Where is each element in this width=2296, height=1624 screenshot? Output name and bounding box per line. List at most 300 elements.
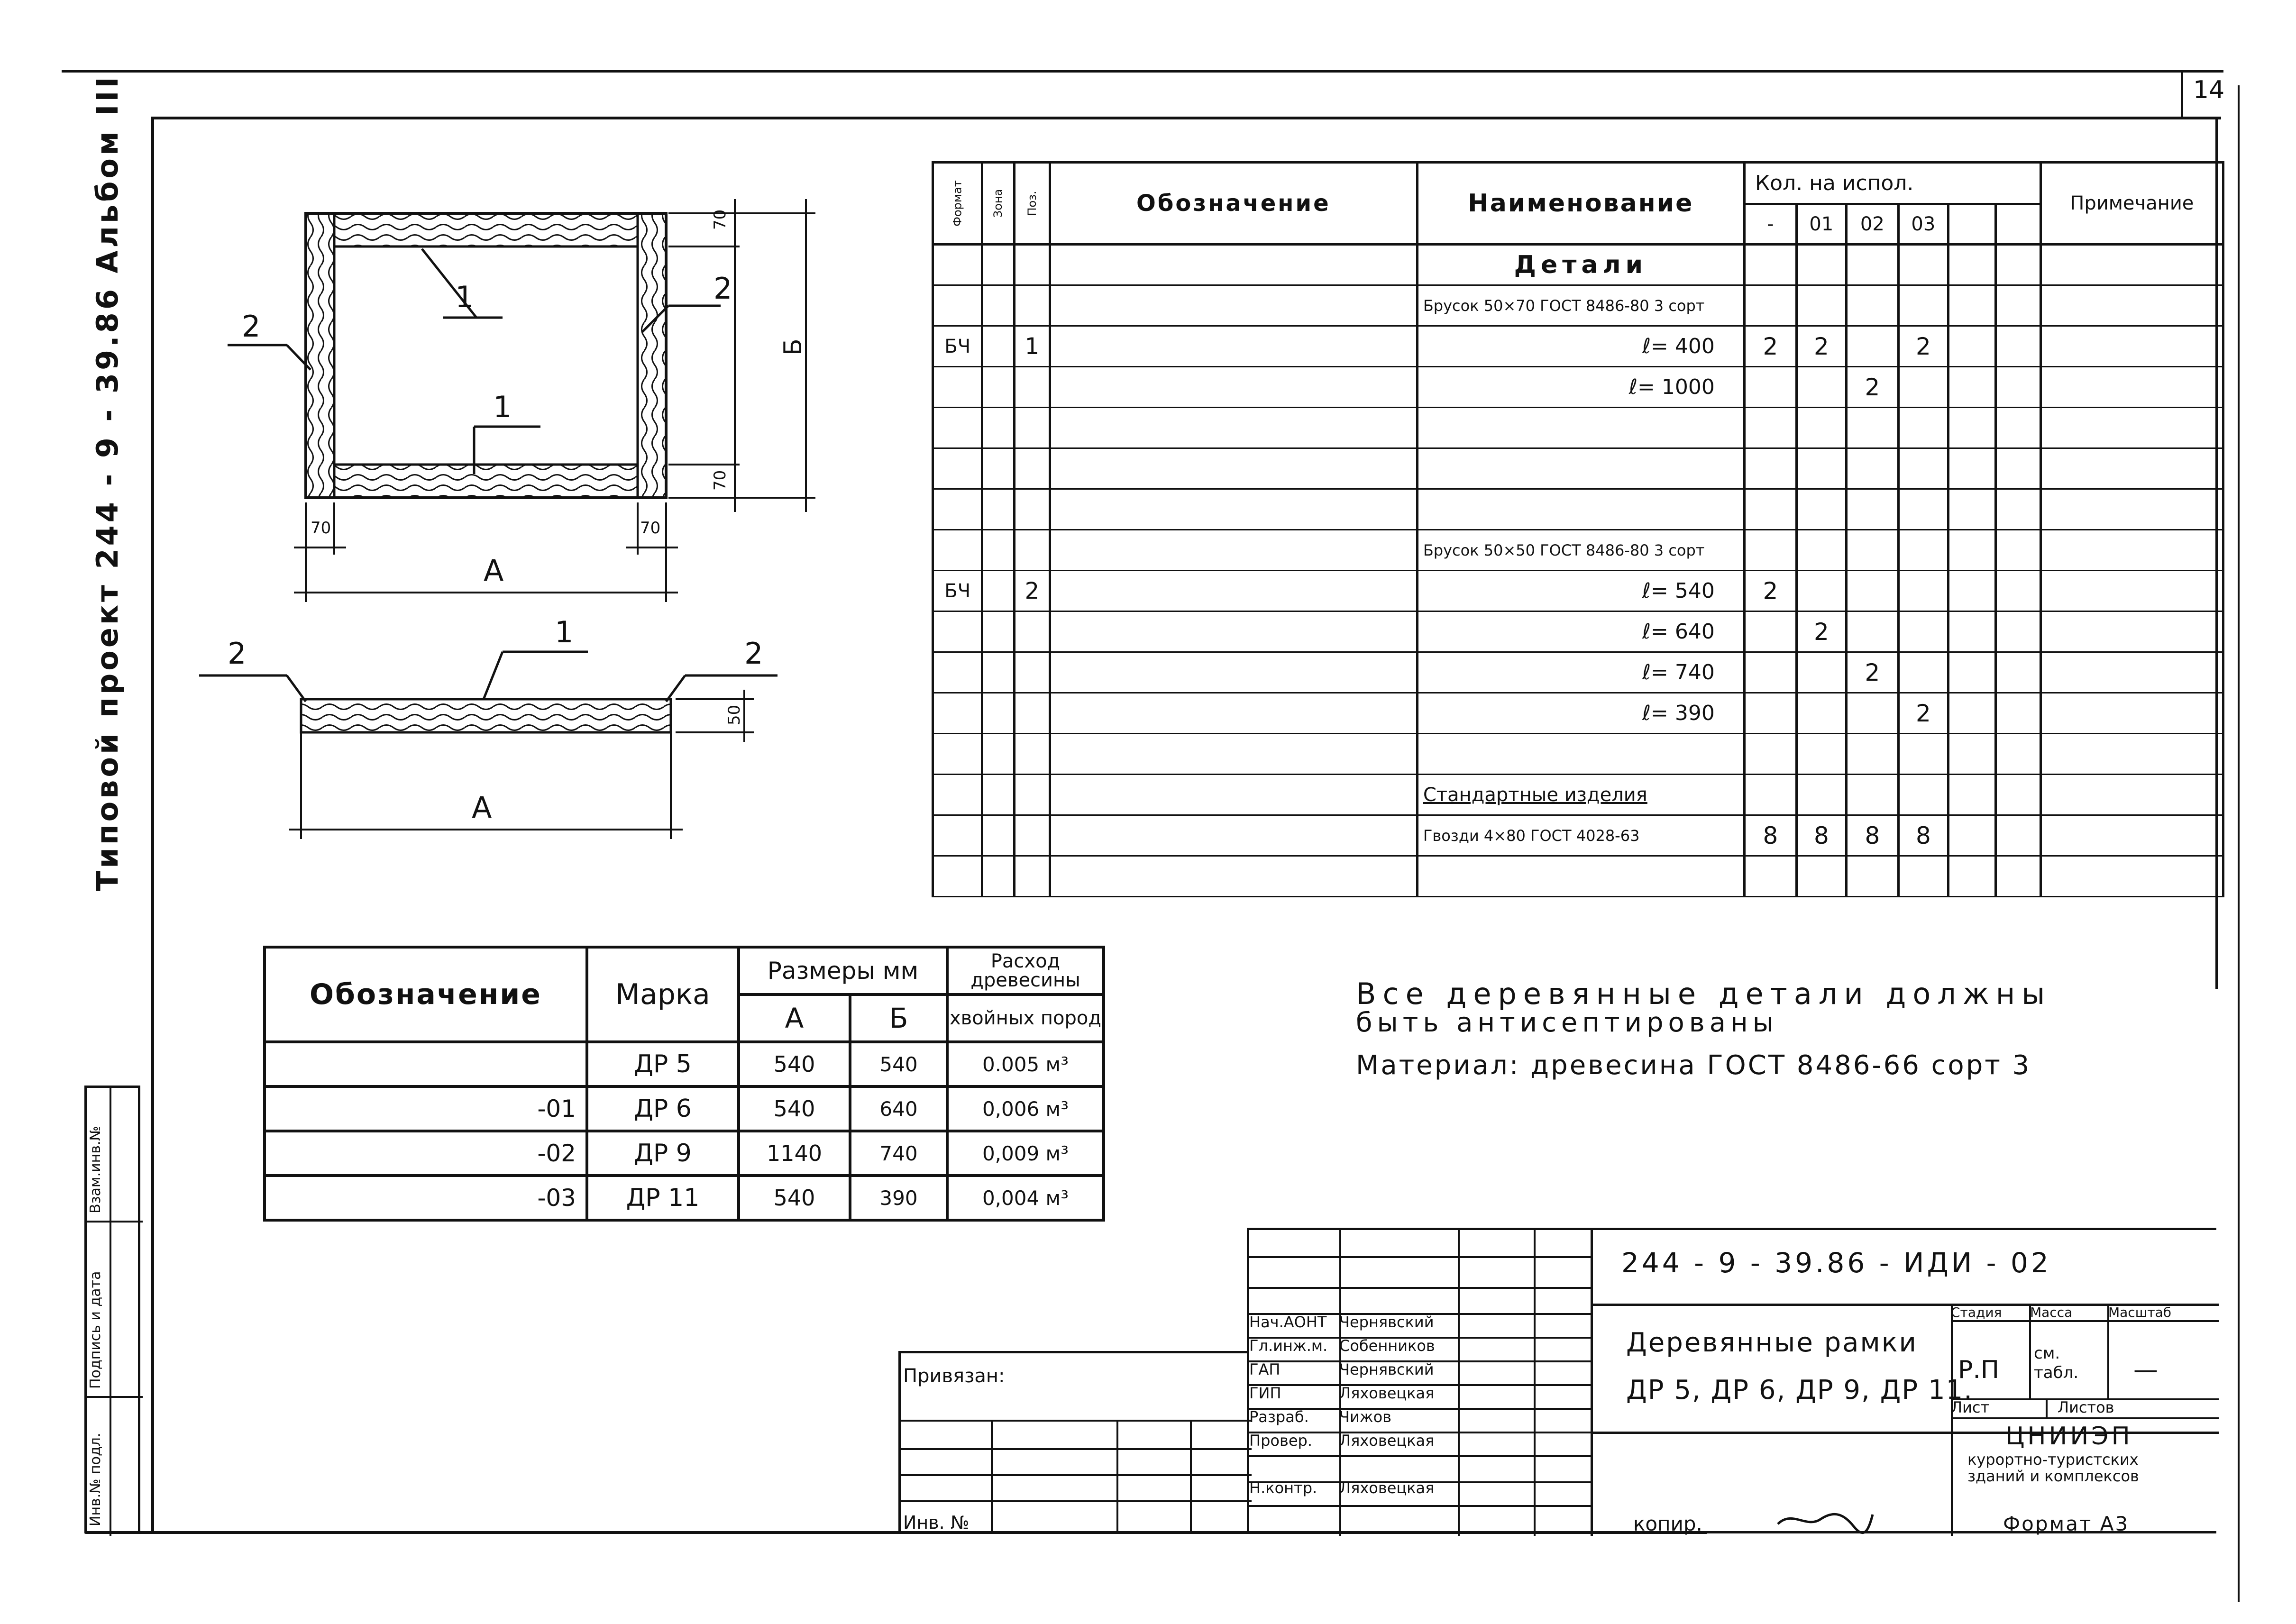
spec-cell-empty [1050, 285, 1417, 326]
spec-cell-empty [1995, 245, 2040, 285]
spec-cell-format: БЧ [933, 326, 982, 367]
spec-cell-empty [982, 815, 1014, 856]
spec-cell-empty [1948, 408, 1995, 448]
spec-cell-qty [1846, 734, 1898, 775]
spec-cell-empty [982, 611, 1014, 652]
spec-cell-empty [1050, 775, 1417, 815]
spec-cell-qty [1796, 734, 1846, 775]
privyazan-label: Привязан: [903, 1365, 1005, 1387]
spec-cell-empty [2040, 815, 2223, 856]
spec-row [933, 285, 2223, 326]
spec-cell-empty [1050, 245, 1417, 285]
spec-cell-empty [982, 530, 1014, 571]
spec-cell-format [933, 245, 982, 285]
marks-cell-consumption: 0.005 м³ [947, 1042, 1104, 1086]
spec-cell-empty [2040, 693, 2223, 734]
spec-cell-qty [1744, 611, 1796, 652]
role-title: Гл.инж.м. [1249, 1337, 1328, 1355]
spec-cell-empty [2040, 530, 2223, 571]
spec-cell-empty [2040, 489, 2223, 530]
spec-cell-qty: 2 [1796, 326, 1846, 367]
role-title: Разраб. [1249, 1408, 1309, 1426]
spec-row [933, 245, 2223, 285]
spec-cell-empty [982, 408, 1014, 448]
exec-header-empty [1948, 204, 1995, 245]
spec-cell-empty [2040, 448, 2223, 489]
exec-header: 03 [1898, 204, 1948, 245]
spec-cell-qty [1744, 367, 1796, 408]
spec-cell-name: ℓ= 640 [1417, 611, 1744, 652]
spec-cell-format [933, 775, 982, 815]
frame-top-bar [334, 213, 638, 246]
spec-cell-qty [1744, 775, 1796, 815]
spec-cell-name [1417, 489, 1744, 530]
org-sub-2: зданий и комплексов [1967, 1467, 2139, 1485]
exec-header-empty [1995, 204, 2040, 245]
spec-cell-empty [1050, 367, 1417, 408]
dim-70-top: 70 [711, 209, 730, 230]
sheet-number-box-left [2181, 71, 2183, 119]
role-name: Чернявский [1339, 1313, 1434, 1331]
spec-cell-qty [1898, 285, 1948, 326]
exec-header: 02 [1846, 204, 1898, 245]
note-line-2: быть антисептированы [1356, 1007, 1778, 1038]
spec-cell-empty [1995, 815, 2040, 856]
spec-cell-qty [1796, 489, 1846, 530]
spec-cell-empty [2040, 326, 2223, 367]
marks-row [265, 1176, 1104, 1220]
marks-cell-mark: ДР 5 [587, 1042, 739, 1086]
format-label: Формат А3 [2003, 1512, 2130, 1535]
marks-row [265, 1086, 1104, 1131]
spec-cell-empty [2040, 734, 2223, 775]
spec-cell-name [1417, 856, 1744, 897]
role-name: Чернявский [1339, 1360, 1434, 1378]
spec-cell-qty [1744, 652, 1796, 693]
col-zone-header: Зона [991, 189, 1005, 218]
spec-cell-name: Стандартные изделия [1417, 775, 1744, 815]
spec-cell-empty [1995, 693, 2040, 734]
marks-cell-a: 540 [739, 1042, 850, 1086]
stage-header: Стадия [1951, 1305, 2002, 1320]
label-2-left: 2 [242, 309, 261, 344]
doc-code: 244 - 9 - 39.86 - ИДИ - 02 [1621, 1247, 2051, 1279]
frame-bottom-bar [334, 465, 638, 498]
label-2-side-right: 2 [744, 636, 763, 671]
spec-cell-qty [1796, 856, 1846, 897]
spec-cell-qty [1846, 693, 1898, 734]
spec-cell-empty [1995, 326, 2040, 367]
label-1-bottom: 1 [493, 390, 512, 424]
marks-col-sizes: Размеры мм [739, 947, 947, 994]
spec-cell-pos [1014, 734, 1050, 775]
spec-cell-name: Брусок 50×70 ГОСТ 8486-80 3 сорт [1417, 285, 1744, 326]
spec-table [932, 161, 2224, 897]
spec-cell-empty [982, 775, 1014, 815]
spec-cell-empty [982, 245, 1014, 285]
spec-cell-qty: 2 [1846, 367, 1898, 408]
spec-cell-name: ℓ= 1000 [1417, 367, 1744, 408]
kopir-label: копир. [1633, 1512, 1702, 1535]
spec-cell-empty [2040, 367, 2223, 408]
spec-cell-qty [1846, 530, 1898, 571]
col-designation-header: Обозначение [1050, 163, 1417, 245]
spec-cell-pos: 1 [1014, 326, 1050, 367]
spec-row [933, 489, 2223, 530]
marks-table [263, 946, 1105, 1222]
spec-cell-qty: 8 [1846, 815, 1898, 856]
spec-cell-empty [1948, 734, 1995, 775]
spec-cell-empty [1050, 734, 1417, 775]
org-name: ЦНИИЭП [2005, 1422, 2133, 1451]
spec-row [933, 611, 2223, 652]
dim-a-side: А [472, 790, 492, 825]
sheet-number: 14 [2193, 76, 2225, 104]
marks-cell-designation: -02 [265, 1131, 587, 1176]
dim-a-top: А [484, 553, 504, 588]
spec-cell-empty [1948, 815, 1995, 856]
scale-header: Масштаб [2108, 1305, 2172, 1320]
spec-cell-qty [1898, 530, 1948, 571]
inv-podl-label: Инв.№ подл. [87, 1432, 104, 1526]
col-pos-header: Поз. [1025, 191, 1039, 216]
spec-cell-format [933, 856, 982, 897]
spec-cell-qty [1796, 571, 1846, 611]
sheet-header: Лист [1951, 1398, 1990, 1416]
spec-cell-format: БЧ [933, 571, 982, 611]
frame-right-post [638, 213, 666, 498]
spec-cell-qty: 2 [1846, 652, 1898, 693]
marks-cell-mark: ДР 6 [587, 1086, 739, 1131]
inv-label: Инв. № [903, 1512, 970, 1533]
spec-cell-pos [1014, 611, 1050, 652]
project-side-label: Типовой проект 244 - 9 - 39.86 Альбом III [90, 74, 125, 891]
spec-cell-qty [1796, 367, 1846, 408]
spec-cell-empty [1995, 367, 2040, 408]
spec-cell-format [933, 448, 982, 489]
podpis-label: Подпись и дата [87, 1271, 104, 1389]
spec-cell-qty [1846, 489, 1898, 530]
spec-cell-empty [1948, 611, 1995, 652]
spec-cell-qty [1846, 856, 1898, 897]
spec-cell-pos [1014, 693, 1050, 734]
spec-cell-empty [1995, 856, 2040, 897]
frame-left [151, 117, 154, 1534]
spec-cell-qty: 2 [1744, 571, 1796, 611]
role-name: Ляховецкая [1339, 1384, 1435, 1402]
spec-row [933, 448, 2223, 489]
mass-header: Масса [2030, 1305, 2073, 1320]
marks-cell-designation: -01 [265, 1086, 587, 1131]
spec-cell-empty [1995, 448, 2040, 489]
spec-cell-qty [1898, 245, 1948, 285]
scale-value: — [2133, 1356, 2158, 1384]
spec-cell-qty [1744, 856, 1796, 897]
frame-right-dash [2238, 85, 2240, 1602]
spec-row [933, 408, 2223, 448]
spec-row [933, 530, 2223, 571]
spec-cell-qty: 2 [1898, 326, 1948, 367]
spec-cell-format [933, 815, 982, 856]
role-name: Ляховецкая [1339, 1432, 1435, 1450]
label-2-right: 2 [713, 271, 732, 306]
label-1-top: 1 [455, 280, 474, 314]
spec-cell-pos [1014, 856, 1050, 897]
spec-cell-pos [1014, 652, 1050, 693]
spec-cell-qty [1744, 408, 1796, 448]
spec-cell-empty [982, 693, 1014, 734]
spec-cell-qty [1846, 408, 1898, 448]
spec-cell-qty [1744, 693, 1796, 734]
marks-col-consumption: Расход древесины [947, 947, 1104, 994]
spec-cell-name: ℓ= 390 [1417, 693, 1744, 734]
spec-cell-empty [1050, 530, 1417, 571]
spec-cell-empty [1995, 652, 2040, 693]
spec-cell-empty [1948, 367, 1995, 408]
spec-cell-empty [982, 734, 1014, 775]
spec-cell-qty [1796, 530, 1846, 571]
spec-cell-empty [1050, 611, 1417, 652]
spec-cell-empty [2040, 245, 2223, 285]
spec-cell-pos [1014, 245, 1050, 285]
marks-cell-a: 1140 [739, 1131, 850, 1176]
spec-cell-empty [1948, 530, 1995, 571]
spec-cell-qty [1744, 448, 1796, 489]
spec-cell-empty [1948, 652, 1995, 693]
spec-cell-empty [982, 571, 1014, 611]
marks-col-b: Б [850, 994, 947, 1042]
marks-cell-consumption: 0,006 м³ [947, 1086, 1104, 1131]
spec-cell-qty [1744, 530, 1796, 571]
spec-cell-empty [1050, 408, 1417, 448]
dim-70-bottom: 70 [711, 470, 730, 491]
marks-row [265, 1131, 1104, 1176]
spec-cell-empty [1948, 285, 1995, 326]
spec-cell-qty [1898, 448, 1948, 489]
role-title: ГАП [1249, 1360, 1281, 1378]
spec-cell-pos [1014, 285, 1050, 326]
spec-cell-empty [2040, 571, 2223, 611]
dim-70-right: 70 [640, 519, 661, 538]
spec-cell-qty [1898, 775, 1948, 815]
spec-cell-empty [1995, 408, 2040, 448]
marks-col-coniferous: хвойных пород [947, 994, 1104, 1042]
spec-cell-qty [1846, 326, 1898, 367]
col-name-header: Наименование [1417, 163, 1744, 245]
spec-cell-name: Детали [1417, 245, 1744, 285]
frame-outer [306, 213, 666, 498]
spec-cell-empty [1948, 489, 1995, 530]
spec-cell-empty [1995, 611, 2040, 652]
spec-row [933, 815, 2223, 856]
spec-cell-name: Брусок 50×50 ГОСТ 8486-80 3 сорт [1417, 530, 1744, 571]
doc-title-2: ДР 5, ДР 6, ДР 9, ДР 11. [1626, 1375, 1974, 1405]
kopir-signature [1773, 1505, 1877, 1543]
marks-cell-b: 390 [850, 1176, 947, 1220]
marks-cell-a: 540 [739, 1176, 850, 1220]
spec-cell-format [933, 611, 982, 652]
spec-cell-empty [1050, 326, 1417, 367]
spec-cell-qty [1796, 775, 1846, 815]
spec-cell-empty [1995, 530, 2040, 571]
note-line-3: Материал: древесина ГОСТ 8486-66 сорт 3 [1356, 1050, 2031, 1081]
spec-cell-empty [982, 367, 1014, 408]
spec-cell-qty [1744, 734, 1796, 775]
spec-row [933, 571, 2223, 611]
top-rule [62, 70, 2223, 73]
spec-cell-qty [1846, 285, 1898, 326]
side-view-bar [301, 699, 671, 732]
spec-cell-empty [982, 285, 1014, 326]
marks-cell-designation: -03 [265, 1176, 587, 1220]
spec-cell-qty [1846, 245, 1898, 285]
spec-row [933, 367, 2223, 408]
marks-col-mark: Марка [587, 947, 739, 1042]
spec-cell-qty [1846, 611, 1898, 652]
spec-cell-empty [2040, 856, 2223, 897]
label-2-side-left: 2 [228, 636, 247, 671]
spec-cell-name: ℓ= 400 [1417, 326, 1744, 367]
spec-cell-empty [1948, 693, 1995, 734]
role-title: ГИП [1249, 1384, 1281, 1402]
spec-cell-pos [1014, 530, 1050, 571]
spec-cell-pos [1014, 448, 1050, 489]
spec-cell-pos [1014, 775, 1050, 815]
role-name: Собенников [1339, 1337, 1435, 1355]
spec-cell-pos [1014, 408, 1050, 448]
note-line-1: Все деревянные детали должны [1356, 976, 2052, 1011]
spec-cell-qty [1846, 775, 1898, 815]
spec-cell-qty [1796, 245, 1846, 285]
spec-cell-empty [1948, 856, 1995, 897]
spec-cell-qty [1898, 367, 1948, 408]
spec-cell-format [933, 285, 982, 326]
exec-header: - [1744, 204, 1796, 245]
spec-cell-qty [1898, 489, 1948, 530]
spec-cell-qty [1898, 856, 1948, 897]
marks-cell-mark: ДР 11 [587, 1176, 739, 1220]
marks-cell-b: 640 [850, 1086, 947, 1131]
spec-cell-format [933, 408, 982, 448]
col-qty-header: Кол. на испол. [1744, 163, 2040, 204]
doc-title-1: Деревянные рамки [1626, 1327, 1918, 1358]
marks-cell-b: 740 [850, 1131, 947, 1176]
dim-70-left: 70 [311, 519, 331, 538]
spec-cell-empty [1050, 693, 1417, 734]
spec-row [933, 856, 2223, 897]
spec-cell-qty [1744, 489, 1796, 530]
spec-cell-qty [1846, 448, 1898, 489]
spec-cell-empty [1948, 571, 1995, 611]
spec-cell-empty [1995, 489, 2040, 530]
marks-cell-consumption: 0,004 м³ [947, 1176, 1104, 1220]
spec-cell-name [1417, 448, 1744, 489]
spec-cell-empty [2040, 408, 2223, 448]
spec-cell-pos [1014, 489, 1050, 530]
marks-row [265, 1042, 1104, 1086]
marks-cell-a: 540 [739, 1086, 850, 1131]
spec-row [933, 326, 2223, 367]
stage-value: Р.П [1958, 1356, 1999, 1384]
role-title: Н.контр. [1249, 1479, 1317, 1497]
vzam-inv-label: Взам.инв.№ [87, 1126, 104, 1213]
spec-cell-empty [1948, 245, 1995, 285]
spec-cell-qty: 2 [1796, 611, 1846, 652]
spec-cell-pos: 2 [1014, 571, 1050, 611]
marks-col-a: А [739, 994, 850, 1042]
col-format-header: Формат [951, 180, 964, 227]
spec-cell-format [933, 652, 982, 693]
spec-cell-qty: 8 [1744, 815, 1796, 856]
role-title: Провер. [1249, 1432, 1312, 1450]
spec-cell-empty [982, 326, 1014, 367]
marks-cell-b: 540 [850, 1042, 947, 1086]
spec-row [933, 652, 2223, 693]
role-name: Ляховецкая [1339, 1479, 1435, 1497]
spec-cell-qty [1796, 693, 1846, 734]
spec-cell-empty [2040, 285, 2223, 326]
spec-cell-qty: 2 [1744, 326, 1796, 367]
spec-cell-empty [1995, 571, 2040, 611]
spec-cell-format [933, 367, 982, 408]
spec-cell-name [1417, 408, 1744, 448]
spec-row [933, 734, 2223, 775]
spec-cell-qty [1846, 571, 1898, 611]
spec-cell-qty [1898, 611, 1948, 652]
spec-cell-format [933, 734, 982, 775]
spec-cell-name: Гвозди 4×80 ГОСТ 4028-63 [1417, 815, 1744, 856]
spec-cell-empty [1948, 775, 1995, 815]
spec-cell-empty [982, 856, 1014, 897]
spec-cell-qty [1744, 285, 1796, 326]
spec-cell-empty [2040, 652, 2223, 693]
spec-cell-qty: 2 [1898, 693, 1948, 734]
spec-cell-empty [1948, 326, 1995, 367]
spec-cell-qty: 8 [1796, 815, 1846, 856]
spec-cell-empty [982, 448, 1014, 489]
frame-left-post [306, 213, 334, 498]
role-name: Чижов [1339, 1408, 1391, 1426]
dim-b: Б [779, 338, 807, 356]
spec-cell-format [933, 530, 982, 571]
spec-cell-empty [1050, 571, 1417, 611]
spec-cell-empty [1050, 815, 1417, 856]
spec-cell-qty [1898, 652, 1948, 693]
spec-cell-empty [1995, 734, 2040, 775]
spec-cell-pos [1014, 367, 1050, 408]
spec-cell-name: ℓ= 740 [1417, 652, 1744, 693]
spec-cell-pos [1014, 815, 1050, 856]
marks-cell-mark: ДР 9 [587, 1131, 739, 1176]
marks-cell-designation [265, 1042, 587, 1086]
col-note-header: Примечание [2040, 163, 2223, 245]
mass-value: см. табл. [2034, 1344, 2079, 1382]
org-sub-1: курортно-туристских [1967, 1451, 2139, 1469]
spec-cell-empty [1050, 856, 1417, 897]
spec-cell-name: ℓ= 540 [1417, 571, 1744, 611]
spec-cell-empty [982, 652, 1014, 693]
spec-cell-empty [2040, 775, 2223, 815]
spec-cell-name [1417, 734, 1744, 775]
spec-cell-empty [1995, 775, 2040, 815]
spec-cell-qty [1796, 408, 1846, 448]
marks-col-designation: Обозначение [265, 947, 587, 1042]
role-title: Нач.АОНТ [1249, 1313, 1327, 1331]
spec-cell-format [933, 489, 982, 530]
label-1-side: 1 [555, 615, 574, 649]
spec-cell-qty [1796, 285, 1846, 326]
spec-cell-empty [2040, 611, 2223, 652]
